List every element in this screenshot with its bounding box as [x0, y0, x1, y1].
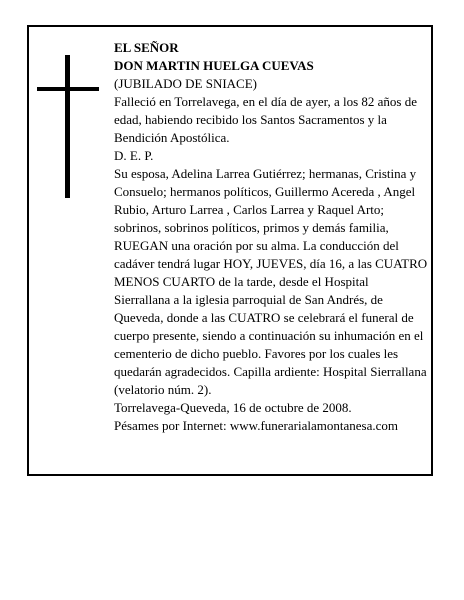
cross-horizontal-bar [37, 87, 99, 91]
place-date: Torrelavega-Queveda, 16 de octubre de 2008. [114, 400, 352, 415]
deceased-name: DON MARTIN HUELGA CUEVAS [114, 58, 314, 73]
notice-heading: EL SEÑOR [114, 40, 179, 55]
funeral-details: RUEGAN una oración por su alma. La conducción del cadáver tendrá lugar HOY, JUEVES, día 16, a las CUATRO MENOS CUARTO de la tarde, desde el Hospital Sierrallana a la iglesia parroquial de San Andrés, de Queveda, donde a las CUATRO se celebrará el funeral de cuerpo presente, siendo a continuación su inhumación en el cementerio de dicho pueblo. Favores por los cuales les quedarán agradecidos. Capilla ardiente: Hospital Sierrallana (velatorio núm. 2). [114, 238, 428, 397]
family-list: Su esposa, Adelina Larrea Gutiérrez; hermanas, Cristina y Consuelo; hermanos políticos, Guillermo Acereda , Angel Rubio, Arturo Larrea , Carlos Larrea y Raquel Arto; sobrinos, sobrinos políticos, primos y demás familia, [114, 166, 417, 235]
internet-condolences: Pésames por Internet: www.funerarialamontanesa.com [114, 418, 398, 433]
cross-vertical-bar [65, 55, 70, 198]
rest-in-peace: D. E. P. [114, 148, 154, 163]
deceased-subtitle: (JUBILADO DE SNIACE) [114, 76, 257, 91]
death-announcement: Falleció en Torrelavega, en el día de ayer, a los 82 años de edad, habiendo recibido los Santos Sacramentos y la Bendición Apostólica. [114, 94, 417, 145]
cross-icon [37, 55, 99, 198]
obituary-text [114, 39, 428, 435]
